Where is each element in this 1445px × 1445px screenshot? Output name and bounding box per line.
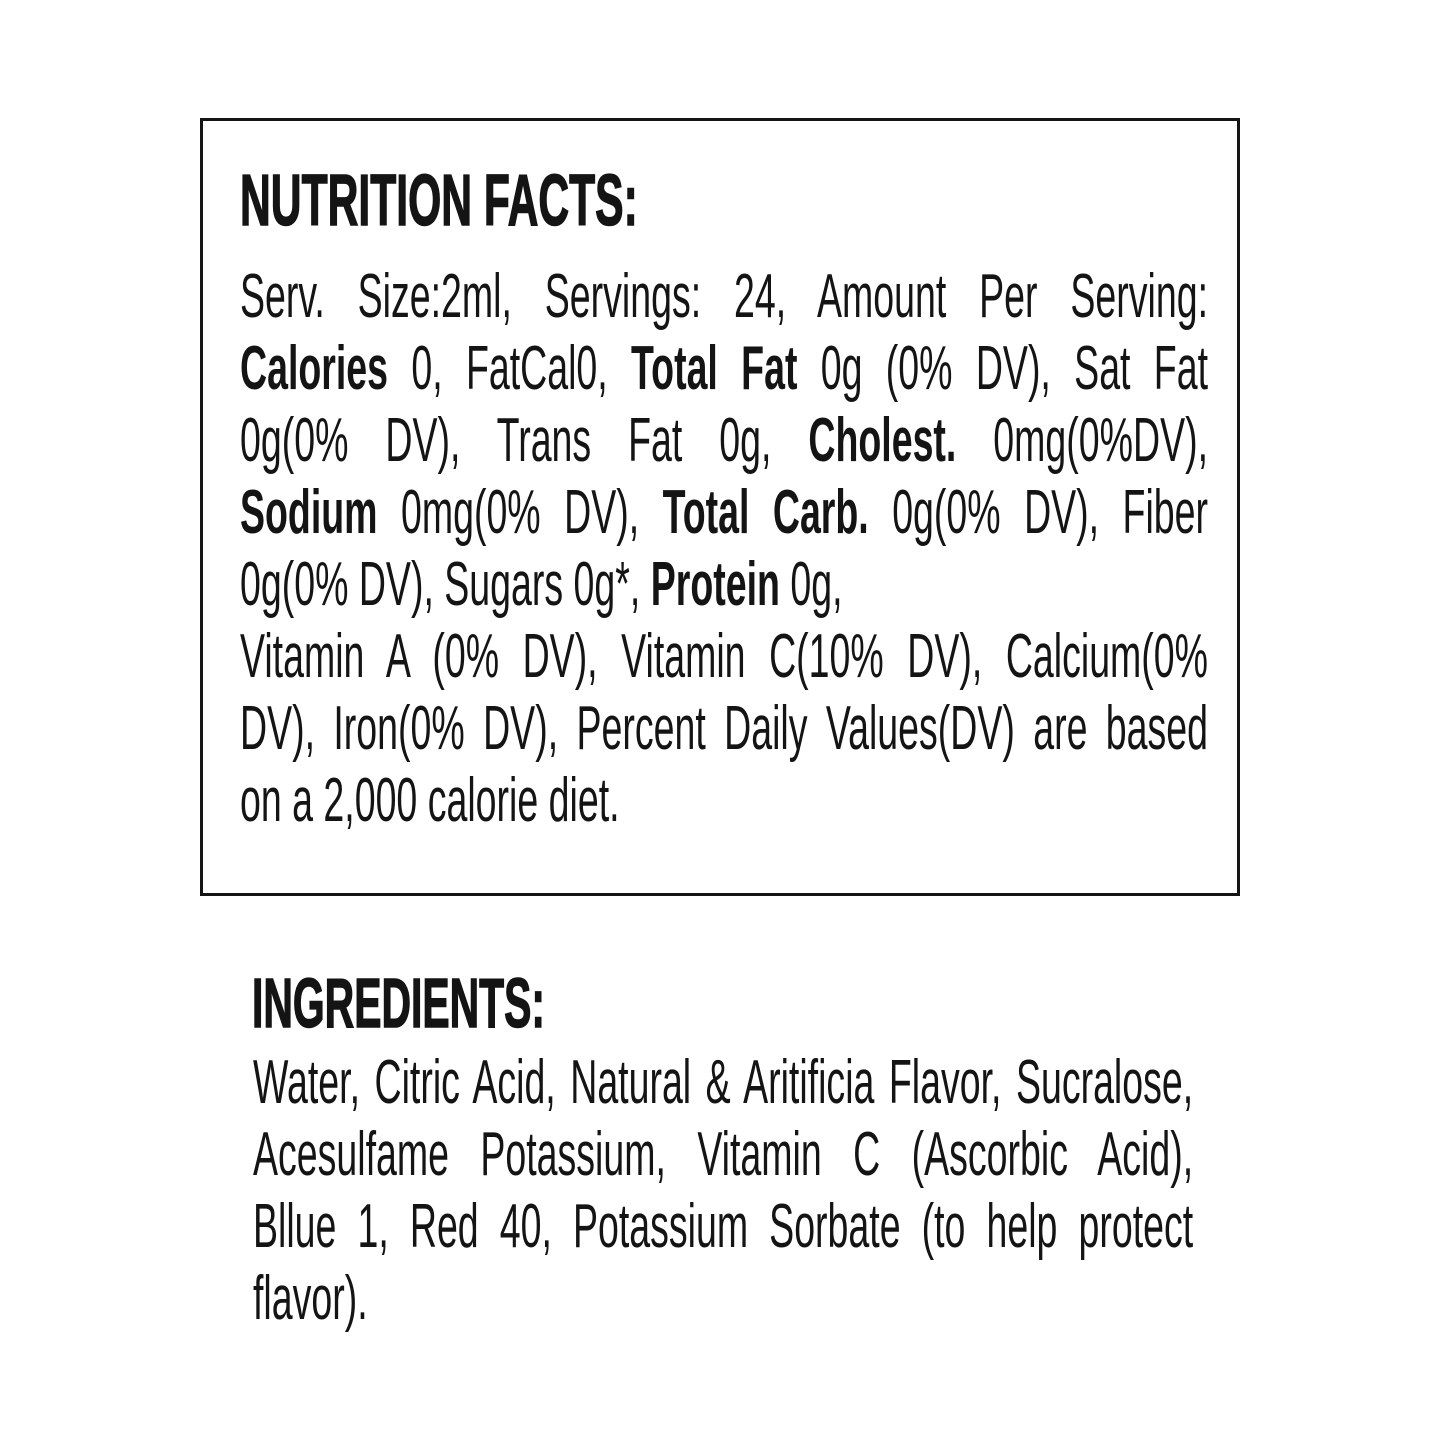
text-segment: Vitamin A (0% DV), Vitamin C(10% DV), Calcium(0%	[240, 622, 1208, 691]
text-segment: Sodium	[240, 478, 378, 547]
text-segment: Total Fat	[631, 334, 798, 403]
ingredients-line-4	[253, 1263, 1193, 1335]
text-segment: flavor).	[253, 1264, 368, 1333]
text-segment: Acesulfame Potassium, Vitamin C (Ascorbic Acid),	[253, 1120, 1194, 1189]
text-segment: 0g,	[779, 550, 843, 619]
text-segment: Water, Citric Acid, Natural & Aritificia Flavor, Sucralose,	[253, 1048, 1194, 1117]
text-segment: 0mg(0%DV),	[956, 406, 1208, 475]
text-segment: 0g (0% DV), Sat Fat	[797, 334, 1208, 403]
text-segment: 0g(0% DV), Trans Fat 0g,	[240, 406, 809, 475]
nutrition-line-6	[240, 621, 1208, 693]
nutrition-line-7	[240, 693, 1208, 765]
ingredients-line-3	[253, 1191, 1193, 1263]
text-segment: Serv. Size:2ml, Servings: 24, Amount Per Serving:	[240, 262, 1208, 331]
text-segment: Bllue 1, Red 40, Potassium Sorbate (to help protect	[253, 1192, 1194, 1261]
text-segment: on a 2,000 calorie diet.	[240, 766, 620, 835]
text-segment: Protein	[650, 550, 780, 619]
nutrition-line-1	[240, 261, 1208, 333]
text-segment: 0g(0% DV), Sugars 0g*,	[240, 550, 651, 619]
text-segment: 0g(0% DV), Fiber	[868, 478, 1208, 547]
text-segment: Calories	[240, 334, 389, 403]
nutrition-line-2	[240, 333, 1208, 405]
text-segment: Cholest.	[808, 406, 957, 475]
nutrition-line-5	[240, 549, 1208, 621]
text-segment: Total Carb.	[662, 478, 869, 547]
ingredients-line-1	[253, 1047, 1193, 1119]
nutrition-line-3	[240, 405, 1208, 477]
nutrition-facts-box	[200, 118, 1240, 896]
ingredients-text	[253, 1047, 1193, 1335]
text-segment: DV), Iron(0% DV), Percent Daily Values(DV) are based	[240, 694, 1208, 763]
text-segment: 0mg(0% DV),	[377, 478, 663, 547]
ingredients-heading: INGREDIENTS:	[252, 964, 545, 1042]
ingredients-line-2	[253, 1119, 1193, 1191]
nutrition-facts-heading: NUTRITION FACTS:	[240, 161, 638, 241]
text-segment: 0, FatCal0,	[388, 334, 632, 403]
nutrition-facts-text	[240, 261, 1208, 837]
nutrition-line-8	[240, 765, 1208, 837]
nutrition-line-4	[240, 477, 1208, 549]
